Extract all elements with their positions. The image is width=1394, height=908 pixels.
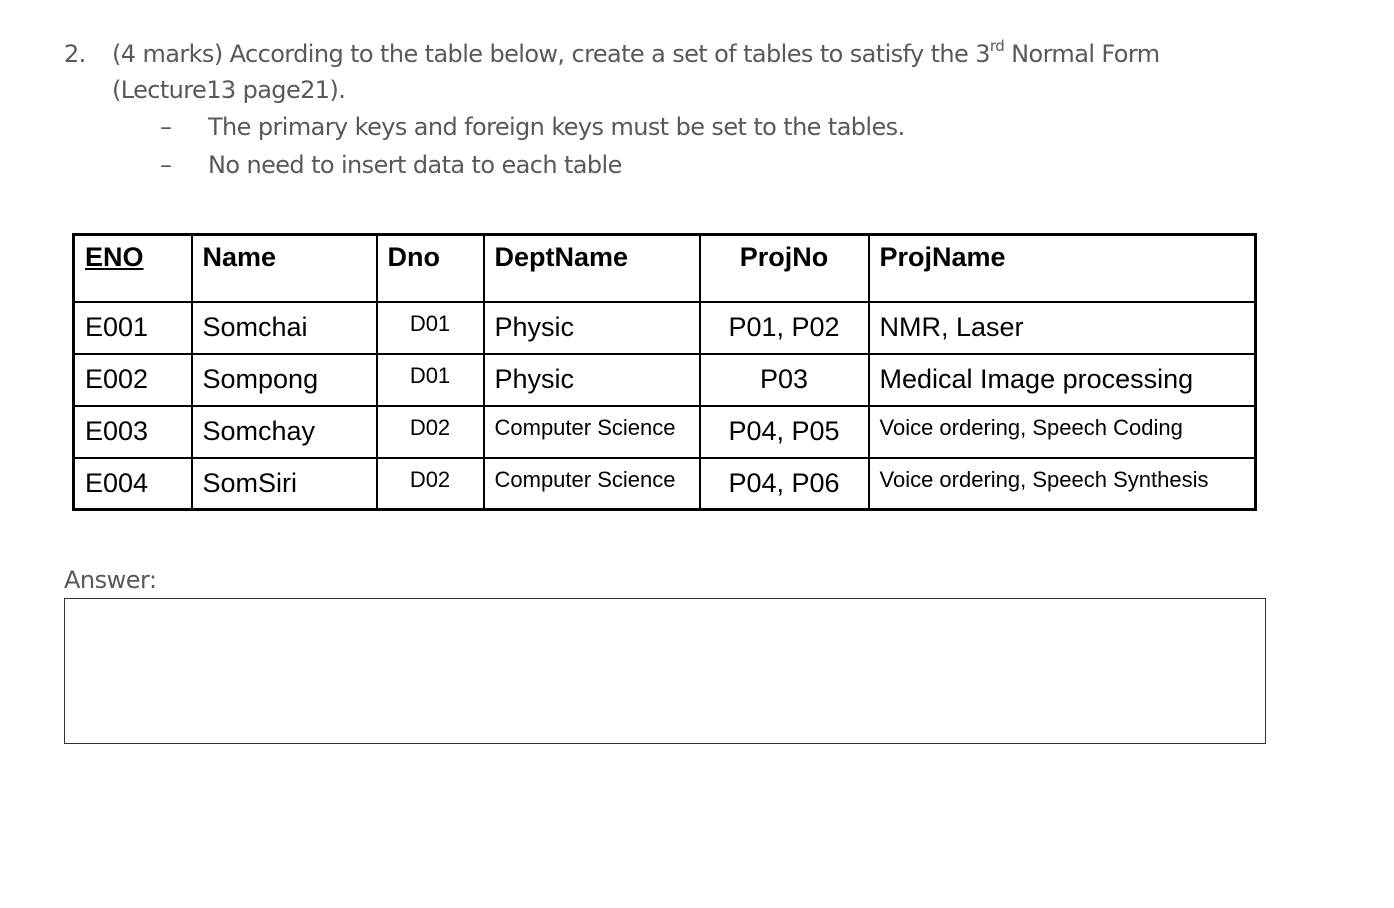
- employee-project-table: [72, 233, 1257, 511]
- question-line: [64, 36, 1264, 72]
- cell-name: SomSiri: [192, 458, 377, 510]
- header-name: Name: [192, 235, 377, 302]
- answer-label: Answer:: [64, 566, 157, 594]
- requirement-text: No need to insert data to each table: [208, 151, 622, 179]
- cell-deptname: Computer Science: [484, 406, 700, 458]
- cell-deptname: Computer Science: [484, 458, 700, 510]
- question-block: [64, 36, 1264, 184]
- dash-bullet-icon: –: [160, 113, 172, 141]
- cell-dno: D01: [377, 302, 484, 354]
- header-eno: ENO: [74, 235, 192, 302]
- question-text: [112, 36, 1159, 72]
- header-projno: ProjNo: [700, 235, 869, 302]
- dash-bullet-icon: –: [160, 151, 172, 179]
- ordinal-suffix: rd: [989, 37, 1005, 55]
- cell-deptname: Physic: [484, 354, 700, 406]
- question-text-end: Normal Form: [1004, 40, 1160, 68]
- table-row: [74, 302, 1256, 354]
- cell-projno: P04, P05: [700, 406, 869, 458]
- cell-projno: P03: [700, 354, 869, 406]
- requirements-list: [64, 108, 1264, 184]
- cell-dno: D02: [377, 458, 484, 510]
- cell-deptname: Physic: [484, 302, 700, 354]
- table-header-row: [74, 235, 1256, 302]
- cell-projno: P04, P06: [700, 458, 869, 510]
- table-row: [74, 354, 1256, 406]
- cell-projname: Voice ordering, Speech Coding: [869, 406, 1256, 458]
- question-number: 2.: [64, 40, 86, 68]
- cell-projname: Medical Image processing: [869, 354, 1256, 406]
- header-deptname: DeptName: [484, 235, 700, 302]
- cell-name: Somchay: [192, 406, 377, 458]
- question-text-main: (4 marks) According to the table below, create a set of tables to satisfy the 3: [112, 40, 990, 68]
- cell-eno: E002: [74, 354, 192, 406]
- question-continuation: (Lecture13 page21).: [112, 76, 346, 104]
- requirement-item: [64, 108, 1264, 146]
- cell-eno: E004: [74, 458, 192, 510]
- cell-name: Somchai: [192, 302, 377, 354]
- cell-projname: NMR, Laser: [869, 302, 1256, 354]
- cell-dno: D02: [377, 406, 484, 458]
- answer-field[interactable]: [64, 598, 1266, 744]
- cell-name: Sompong: [192, 354, 377, 406]
- header-dno: Dno: [377, 235, 484, 302]
- cell-eno: E001: [74, 302, 192, 354]
- cell-projno: P01, P02: [700, 302, 869, 354]
- table-row: [74, 458, 1256, 510]
- requirement-text: The primary keys and foreign keys must be set to the tables.: [208, 113, 905, 141]
- cell-projname: Voice ordering, Speech Synthesis: [869, 458, 1256, 510]
- cell-eno: E003: [74, 406, 192, 458]
- table-row: [74, 406, 1256, 458]
- requirement-item: [64, 146, 1264, 184]
- cell-dno: D01: [377, 354, 484, 406]
- header-projname: ProjName: [869, 235, 1256, 302]
